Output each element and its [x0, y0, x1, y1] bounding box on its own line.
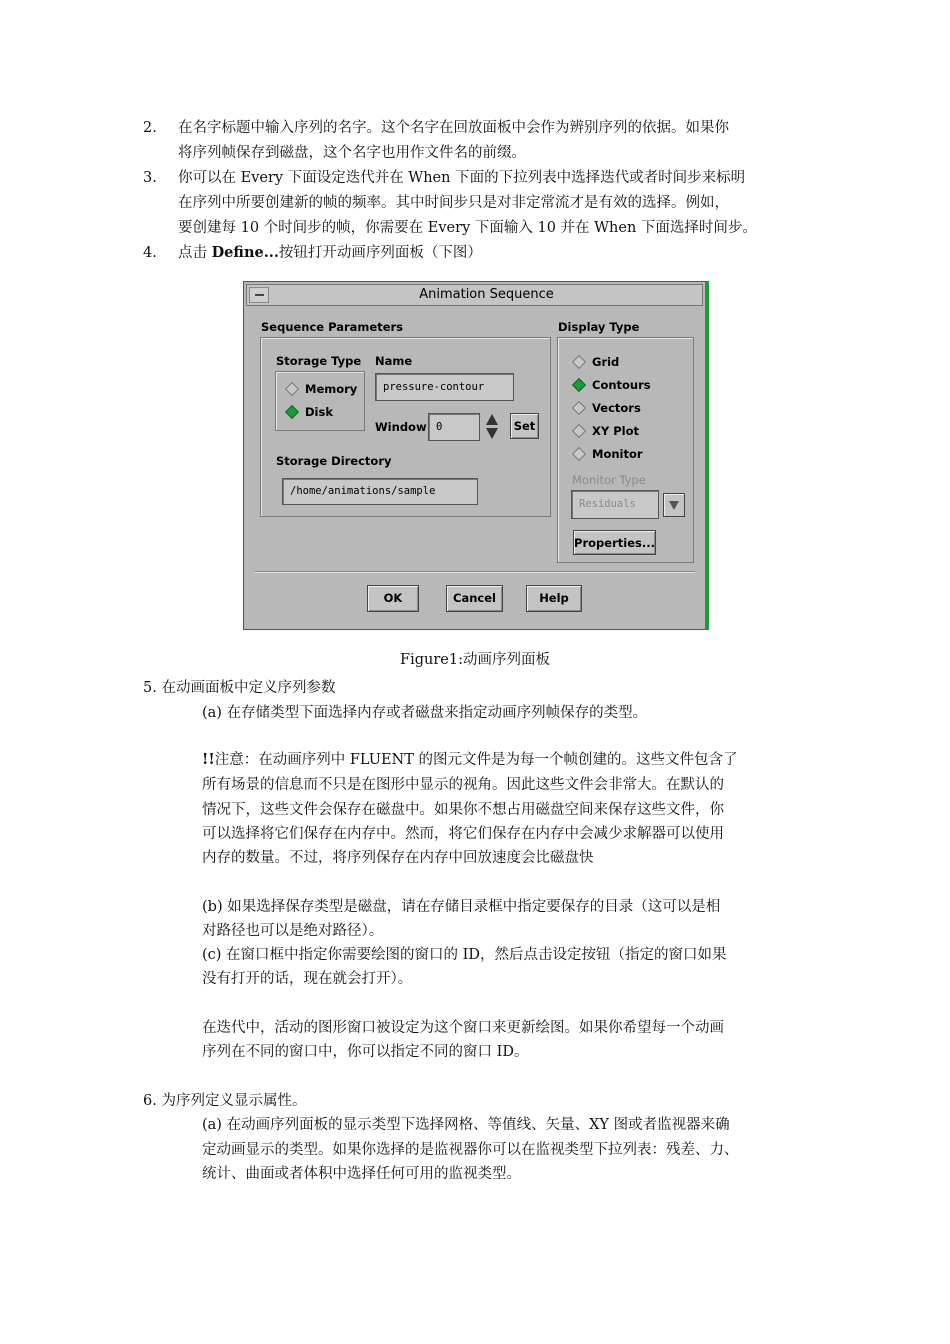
window-spinner[interactable]: [485, 414, 499, 440]
radio-diamond-icon: [285, 381, 299, 395]
storage-directory-field[interactable]: /home/animations/sample: [282, 478, 478, 505]
animation-sequence-dialog: [243, 281, 709, 630]
display-grid-radio[interactable]: [574, 355, 619, 369]
name-label: Name: [375, 354, 413, 368]
step-4-text: [178, 241, 482, 265]
step-4-bold: Define...: [211, 244, 279, 261]
step-5d-line-2: 序列在不同的窗口中，你可以指定不同的窗口 ID。: [202, 1044, 529, 1060]
note-line-5: 内存的数量。不过，将序列保存在内存中回放速度会比磁盘快: [202, 850, 594, 866]
note-line-4: 可以选择将它们保存在内存中。然而，将它们保存在内存中会减少求解器可以使用: [202, 826, 724, 842]
set-button[interactable]: Set: [510, 413, 539, 439]
step-2-line-1: 在名字标题中输入序列的名字。这个名字在回放面板中会作为辨别序列的依据。如果你: [178, 120, 729, 136]
button-row-separator: [254, 571, 695, 573]
display-type-label: Display Type: [558, 320, 640, 334]
figure-caption: Figure1:动画序列面板: [400, 652, 550, 668]
step-3-line-3: 要创建每 10 个时间步的帧，你需要在 Every 下面输入 10 并在 When 下面选择时间步。: [178, 220, 757, 236]
spin-up-icon[interactable]: [486, 414, 498, 425]
step-2-line-2: 将序列帧保存到磁盘，这个名字也用作文件名的前缀。: [178, 145, 526, 161]
monitor-type-label: Monitor Type: [572, 473, 646, 487]
display-grid-label: Grid: [592, 355, 620, 369]
step-5d-line-1: 在迭代中，活动的图形窗口被设定为这个窗口来更新绘图。如果你希望每一个动画: [202, 1020, 724, 1036]
storage-directory-label: Storage Directory: [276, 454, 392, 468]
step-6-heading: 6. 为序列定义显示属性。: [143, 1093, 307, 1109]
display-vectors-radio[interactable]: [574, 401, 641, 415]
radio-diamond-icon: [572, 354, 586, 368]
step-3-line-1: 你可以在 Every 下面设定迭代并在 When 下面的下拉列表中选择迭代或者时间步来标明: [178, 170, 746, 186]
radio-diamond-icon: [572, 423, 586, 437]
note-line-1-text: 注意：在动画序列中 FLUENT 的图元文件是为每一个帧创建的。这些文件包含了: [214, 752, 738, 768]
display-xyplot-label: XY Plot: [592, 424, 639, 438]
note-mark: !!: [202, 751, 215, 768]
step-6a-line-3: 统计、曲面或者体积中选择任何可用的监视类型。: [202, 1166, 521, 1182]
step-6a-line-2: 定动画显示的类型。如果你选择的是监视器你可以在监视类型下拉列表：残差、力、: [202, 1142, 739, 1158]
step-5c-line-1: (c) 在窗口框中指定你需要绘图的窗口的 ID，然后点击设定按钮（指定的窗口如果: [202, 947, 727, 963]
step-4-post: 按钮打开动画序列面板（下图）: [278, 245, 482, 261]
step-5b-line-2: 对路径也可以是绝对路径）。: [202, 923, 384, 939]
sequence-parameters-label: Sequence Parameters: [261, 320, 404, 334]
radio-diamond-icon: [572, 446, 586, 460]
step-3-number: 3.: [143, 170, 157, 186]
dialog-titlebar: [246, 284, 703, 306]
dialog-title: Animation Sequence: [419, 287, 554, 302]
note-line-1: [202, 748, 738, 772]
display-xyplot-radio[interactable]: [574, 424, 639, 438]
window-menu-icon[interactable]: [249, 287, 269, 303]
name-field[interactable]: pressure-contour: [375, 373, 514, 401]
ok-button[interactable]: OK: [367, 585, 419, 612]
step-4-number: 4.: [143, 245, 157, 261]
step-5a: (a) 在存储类型下面选择内存或者磁盘来指定动画序列帧保存的类型。: [202, 705, 648, 721]
radio-diamond-selected-icon: [572, 377, 586, 391]
display-vectors-label: Vectors: [592, 401, 641, 415]
radio-diamond-selected-icon: [285, 404, 299, 418]
step-5-heading: 5. 在动画面板中定义序列参数: [143, 680, 336, 696]
storage-type-group: [275, 371, 365, 431]
window-label: Window: [375, 420, 427, 434]
monitor-type-select[interactable]: Residuals: [571, 490, 659, 519]
step-6a-line-1: (a) 在动画序列面板的显示类型下选择网格、等值线、矢量、XY 图或者监视器来确: [202, 1117, 730, 1133]
spin-down-icon[interactable]: [486, 428, 498, 439]
radio-diamond-icon: [572, 400, 586, 414]
storage-type-label: Storage Type: [276, 354, 362, 368]
help-button[interactable]: Help: [526, 585, 582, 612]
window-field[interactable]: 0: [428, 413, 480, 441]
display-monitor-label: Monitor: [592, 447, 643, 461]
storage-disk-radio[interactable]: [287, 405, 333, 419]
display-contours-label: Contours: [592, 378, 651, 392]
step-3-line-2: 在序列中所要创建新的帧的频率。其中时间步只是对非定常流才是有效的选择。例如，: [178, 195, 729, 211]
dropdown-arrow-icon: [669, 501, 679, 510]
note-line-3: 情况下，这些文件会保存在磁盘中。如果你不想占用磁盘空间来保存这些文件，你: [202, 802, 724, 818]
step-2-number: 2.: [143, 120, 157, 136]
storage-memory-radio[interactable]: [287, 382, 357, 396]
properties-button[interactable]: Properties...: [573, 530, 656, 555]
step-4-pre: 点击: [178, 245, 212, 261]
step-5b-line-1: (b) 如果选择保存类型是磁盘，请在存储目录框中指定要保存的目录（这可以是相: [202, 899, 721, 915]
display-monitor-radio[interactable]: [574, 447, 643, 461]
note-line-2: 所有场景的信息而不只是在图形中显示的视角。因此这些文件会非常大。在默认的: [202, 777, 724, 793]
monitor-type-dropdown-button[interactable]: [663, 493, 685, 517]
step-5c-line-2: 没有打开的话，现在就会打开）。: [202, 971, 413, 987]
cancel-button[interactable]: Cancel: [446, 585, 503, 612]
display-contours-radio[interactable]: [574, 378, 651, 392]
storage-disk-label: Disk: [305, 405, 333, 419]
storage-memory-label: Memory: [305, 382, 358, 396]
